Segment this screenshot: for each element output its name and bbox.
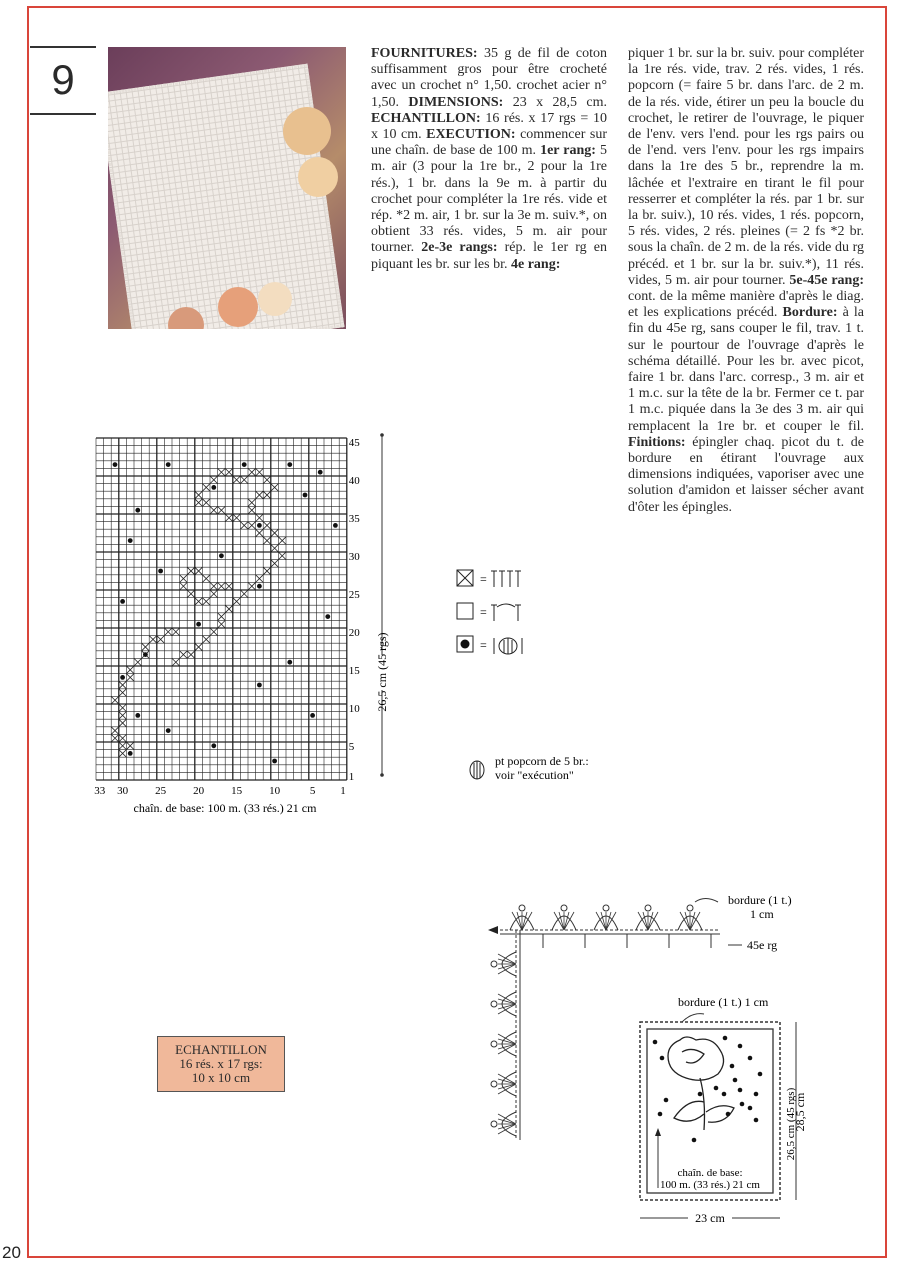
fan-stitch bbox=[498, 1034, 516, 1044]
popcorn-dot bbox=[166, 462, 171, 467]
popcorn-dot bbox=[303, 493, 308, 498]
col-label: 15 bbox=[231, 785, 243, 797]
row-label: 25 bbox=[348, 588, 360, 601]
fournitures-text: 35 g de fil de coton suffisamment gros pour être crocheté avec un crochet n° 1,50. crochet acier n° 1,50. bbox=[371, 46, 607, 110]
legend bbox=[452, 565, 592, 795]
popcorn-dot bbox=[287, 462, 292, 467]
echantillon-text: 16 rés. x 17 rgs = 10 x 10 cm. bbox=[371, 110, 607, 143]
fan-stitch bbox=[498, 1004, 516, 1014]
page-number: 20 bbox=[2, 1243, 21, 1262]
filet-chart bbox=[80, 430, 410, 825]
mini-dot bbox=[660, 1056, 665, 1061]
fan-stitch bbox=[498, 1124, 516, 1129]
fan-stitch bbox=[638, 912, 648, 930]
row-label: 40 bbox=[348, 474, 360, 487]
bordure-text: à la fin du 45e rg, sans couper le fil, trav. 1 t. sur le pourtour de l'ouvrage d'après le schéma détaillé. Pour les br. avec picot, faire 1 br. dans l'arc. corresp., 3 m. air et 1 m.c. sur la tête de la br. Fermer ce t. par 1 m.c. piquée dans la 3e des 3 m. air qui remplacent la 1re br. et couper le fil. bbox=[628, 305, 864, 434]
echantillon-box-line1: 16 rés. x 17 rgs: bbox=[179, 1056, 263, 1071]
legend-eq: = bbox=[480, 605, 487, 619]
bordure-label: Bordure: bbox=[782, 305, 838, 321]
popcorn-dot bbox=[113, 462, 118, 467]
legend-popcorn bbox=[457, 636, 522, 654]
rose-image bbox=[298, 157, 338, 197]
rang1-label: 1er rang: bbox=[540, 143, 596, 159]
rang23-text: rép. le 1er rg en piquant les br. sur les br. bbox=[371, 240, 607, 272]
picot-icon bbox=[491, 1081, 497, 1087]
fan-stitch bbox=[643, 912, 648, 930]
mini-dot bbox=[740, 1102, 745, 1107]
col-label: 33 bbox=[94, 785, 106, 797]
rang4-text: piquer 1 br. sur la br. suiv. pour compléter la 1re rés. vide, trav. 2 rés. vides, 1 rés. popcorn (= faire 5 br. dans l'arc. de 2 m. de la rés. vide, étirer un peu la boucle du crochet, le retirer de l'ouvrage, le piquer de l'env. vers l'end. pour les rgs pairs ou de l'end. vers l'env. pour les rgs impairs dans la 1re des 5 br., reprendre la m. lâchée et l'extraire en tirant le fil pour resserrer et compléter la rés. par 1 br. sur la br. suiv.), 10 rés. vides, 1 rés. popcorn, 5 rés. vides, 2 rés. pleines (= 2 fs *2 br. sous la chaîn. de 2 m. de la rés. vide du rg précéd. et 1 br. sur la br. suiv.*), 11 rés. vides, 5 m. air pour tourner. bbox=[628, 46, 864, 288]
popcorn-dot bbox=[257, 584, 262, 589]
popcorn-stitch-icon bbox=[494, 638, 522, 654]
rang23-label: 2e-3e rangs: bbox=[421, 240, 498, 256]
finitions-text: épingler chaq. picot du t. de bordure en étirant l'ouvrage aux dimensions indiquées, vaporiser avec une solution d'amidon et laisser sécher avant d'ôter les épingles. bbox=[628, 434, 864, 515]
fan-stitch bbox=[559, 912, 564, 930]
mini-dot bbox=[714, 1086, 719, 1091]
col-label: 25 bbox=[155, 785, 167, 797]
rang545-text: cont. de la même manière d'après le diag. et les explications précéd. bbox=[628, 289, 864, 321]
mini-dot bbox=[653, 1040, 658, 1045]
fan-stitch bbox=[498, 1114, 516, 1124]
picot-icon bbox=[603, 905, 609, 911]
fan-stitch bbox=[690, 912, 695, 930]
instructions-column-2 bbox=[628, 46, 864, 516]
mini-dot bbox=[664, 1098, 669, 1103]
fan-stitch bbox=[498, 1084, 516, 1089]
chart-row-labels bbox=[349, 437, 361, 783]
fan-stitch bbox=[512, 912, 522, 930]
popcorn-dot bbox=[143, 652, 148, 657]
rose-image bbox=[258, 282, 292, 316]
popcorn-dot bbox=[257, 523, 262, 528]
mini-dot bbox=[692, 1138, 697, 1143]
rang4-label: 4e rang: bbox=[511, 256, 561, 272]
popcorn-dot bbox=[242, 462, 247, 467]
fan-stitch bbox=[498, 1079, 516, 1084]
col-label: 1 bbox=[340, 785, 346, 797]
picot-icon bbox=[561, 905, 567, 911]
popcorn-dot bbox=[135, 713, 140, 718]
popcorn-dot bbox=[128, 538, 133, 543]
fan-stitch bbox=[564, 912, 574, 930]
legend-eq: = bbox=[480, 572, 487, 586]
up-arrow-icon bbox=[655, 1128, 661, 1136]
popcorn-dot bbox=[166, 728, 171, 733]
mini-label-bordure: bordure (1 t.) 1 cm bbox=[678, 995, 769, 1009]
mini-dot bbox=[726, 1112, 731, 1117]
popcorn-dot bbox=[318, 470, 323, 475]
picot-icon bbox=[645, 905, 651, 911]
fan-stitch bbox=[498, 1039, 516, 1044]
execution-text: commencer sur une chaîn. de base de 100 m. bbox=[371, 127, 607, 159]
mini-dot bbox=[698, 1092, 703, 1097]
echantillon-box-title: ECHANTILLON bbox=[175, 1042, 267, 1057]
fan-stitch bbox=[498, 1084, 516, 1094]
dimensions-label: DIMENSIONS: bbox=[408, 94, 504, 110]
doily-photo bbox=[108, 47, 346, 329]
fan-stitch bbox=[498, 1119, 516, 1124]
rang545-label: 5e-45e rang: bbox=[789, 272, 864, 288]
popcorn-note-line2: voir "exécution" bbox=[495, 768, 574, 782]
stitch-symbol-icon bbox=[491, 571, 521, 587]
fan-stitch bbox=[690, 912, 700, 930]
fan-stitch bbox=[596, 912, 606, 930]
mini-dot bbox=[738, 1088, 743, 1093]
col-label: 30 bbox=[117, 785, 129, 797]
picot-icon bbox=[491, 1041, 497, 1047]
execution-label: EXECUTION: bbox=[426, 127, 516, 143]
rose-image bbox=[283, 107, 331, 155]
mini-rose-icon bbox=[668, 1037, 734, 1130]
fan-stitch bbox=[498, 954, 516, 964]
finitions-label: Finitions: bbox=[628, 434, 686, 450]
popcorn-dot bbox=[158, 569, 163, 574]
popcorn-note-icon bbox=[470, 761, 484, 779]
legend-empty bbox=[457, 603, 521, 621]
border-top-edge bbox=[500, 905, 720, 948]
fan-stitch bbox=[498, 1004, 516, 1009]
fan-stitch bbox=[606, 912, 611, 930]
col-label: 5 bbox=[309, 785, 316, 797]
chart-height-label: 26,5 cm (45 rgs) bbox=[375, 632, 389, 712]
mini-dot bbox=[748, 1056, 753, 1061]
fan-stitch bbox=[498, 994, 516, 1004]
border-label-1cm: 1 cm bbox=[750, 907, 774, 921]
mini-dot bbox=[754, 1118, 759, 1123]
picot-icon bbox=[491, 961, 497, 967]
stitch-symbol-icon bbox=[491, 604, 521, 621]
empty-square-icon bbox=[457, 603, 473, 619]
picot-icon bbox=[491, 1001, 497, 1007]
echantillon-box bbox=[157, 1036, 285, 1092]
popcorn-dot bbox=[211, 743, 216, 748]
legend-eq: = bbox=[480, 638, 487, 652]
chart-col-labels bbox=[94, 785, 345, 797]
row-label: 10 bbox=[348, 702, 360, 715]
chart-grid bbox=[96, 438, 347, 780]
row-label: 20 bbox=[348, 626, 360, 639]
popcorn-dot bbox=[272, 759, 277, 764]
dimensions-text: 23 x 28,5 cm. bbox=[503, 94, 608, 110]
fan-stitch bbox=[498, 1044, 516, 1054]
fournitures-label: FOURNITURES: bbox=[371, 46, 478, 61]
mini-bordure-pointer bbox=[682, 1014, 704, 1022]
fan-stitch bbox=[648, 912, 658, 930]
fan-stitch bbox=[522, 912, 527, 930]
row-label: 15 bbox=[348, 664, 360, 677]
mini-label-height: 26,5 cm (45 rgs) bbox=[785, 1087, 797, 1161]
popcorn-dot bbox=[196, 622, 201, 627]
border-label-row: 45e rg bbox=[747, 938, 778, 952]
legend-filled bbox=[457, 570, 521, 587]
fan-stitch bbox=[554, 912, 564, 930]
fan-stitch bbox=[564, 912, 569, 930]
mini-dot bbox=[658, 1112, 663, 1117]
col-label: 10 bbox=[269, 785, 281, 797]
row-label: 35 bbox=[348, 512, 360, 525]
height-arrow-dot bbox=[380, 773, 384, 777]
mini-label-width: 23 cm bbox=[695, 1211, 725, 1225]
pattern-number: 9 bbox=[30, 46, 96, 115]
fan-stitch bbox=[498, 999, 516, 1004]
fan-stitch bbox=[498, 964, 516, 974]
mini-dot bbox=[722, 1092, 727, 1097]
mini-label-base-2: 100 m. (33 rés.) 21 cm bbox=[660, 1179, 760, 1191]
fan-stitch bbox=[648, 912, 653, 930]
row-label: 45 bbox=[348, 436, 360, 449]
fan-stitch bbox=[680, 912, 690, 930]
border-left-edge bbox=[491, 930, 520, 1140]
picot-icon bbox=[687, 905, 693, 911]
rang1-text: 5 m. air (3 pour la 1re br., 2 pour la 1re rés.), 1 br. dans la 9e m. à partir du crochet pour compléter la 1re rés. vide et rép. *2 m. air, 1 br. sur la 3e m. suiv.*, on obtient 33 rés. vides, 5 m. air pour tourner. bbox=[371, 143, 607, 256]
row-label: 5 bbox=[348, 740, 355, 753]
popcorn-note-line1: pt popcorn de 5 br.: bbox=[495, 754, 589, 768]
picot-icon bbox=[519, 905, 525, 911]
col-label: 20 bbox=[193, 785, 205, 797]
popcorn-square-icon bbox=[461, 640, 470, 649]
echantillon-box-line2: 10 x 10 cm bbox=[191, 1070, 251, 1085]
fan-stitch bbox=[498, 964, 516, 969]
rose-image bbox=[218, 287, 258, 327]
fan-stitch bbox=[601, 912, 606, 930]
fan-stitch bbox=[498, 1124, 516, 1134]
start-arrow-icon bbox=[488, 926, 498, 934]
popcorn-dot bbox=[211, 485, 216, 490]
popcorn-dot bbox=[128, 751, 133, 756]
mini-dot bbox=[733, 1078, 738, 1083]
mini-dot bbox=[754, 1092, 759, 1097]
popcorn-dot bbox=[219, 553, 224, 558]
fan-stitch bbox=[685, 912, 690, 930]
picot-icon bbox=[491, 1121, 497, 1127]
fan-stitch bbox=[498, 1074, 516, 1084]
mini-dot bbox=[730, 1064, 735, 1069]
mini-dot bbox=[758, 1072, 763, 1077]
fan-stitch bbox=[517, 912, 522, 930]
mini-label-base-1: chaîn. de base: bbox=[677, 1167, 743, 1179]
echantillon-label: ECHANTILLON: bbox=[371, 110, 481, 126]
popcorn-dot bbox=[325, 614, 330, 619]
chart-caption: chaîn. de base: 100 m. (33 rés.) 21 cm bbox=[133, 801, 317, 815]
instructions-column-1 bbox=[371, 46, 607, 273]
row-label: 1 bbox=[348, 771, 355, 784]
popcorn-dot bbox=[135, 508, 140, 513]
popcorn-dot bbox=[333, 523, 338, 528]
mini-schematic bbox=[600, 990, 820, 1230]
popcorn-dot bbox=[120, 675, 125, 680]
mini-dot bbox=[723, 1036, 728, 1041]
mini-label-total-height: 28,5 cm bbox=[793, 1092, 807, 1132]
fan-stitch bbox=[522, 912, 532, 930]
bordure-bracket bbox=[695, 899, 718, 903]
fan-stitch bbox=[498, 959, 516, 964]
popcorn-dot bbox=[257, 683, 262, 688]
popcorn-dot bbox=[287, 660, 292, 665]
mini-dot bbox=[748, 1106, 753, 1111]
mini-dot bbox=[738, 1044, 743, 1049]
fan-stitch bbox=[498, 1044, 516, 1049]
border-label-bordure: bordure (1 t.) bbox=[728, 893, 792, 907]
popcorn-dot bbox=[120, 599, 125, 604]
row-label: 30 bbox=[348, 550, 360, 563]
popcorn-dot bbox=[310, 713, 315, 718]
height-arrow-dot bbox=[380, 433, 384, 437]
fan-stitch bbox=[606, 912, 616, 930]
